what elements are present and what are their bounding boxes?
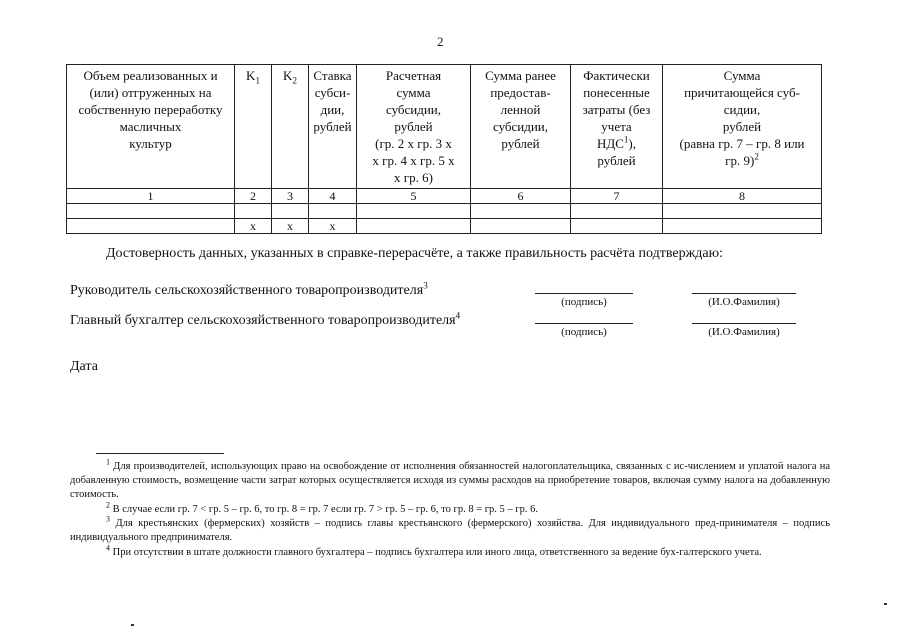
table-cell[interactable] [663, 204, 822, 219]
table-cell[interactable] [67, 219, 235, 234]
column-number: 4 [309, 189, 357, 204]
col-header-actual-costs: Фактически понесенные затраты (без учета НДС$^1$), рублей [571, 65, 663, 189]
scan-speck [131, 624, 134, 626]
table-cell[interactable] [357, 219, 471, 234]
column-number: 7 [571, 189, 663, 204]
table-cell[interactable] [663, 219, 822, 234]
table-header-row [67, 65, 822, 189]
col-header-volume: Объем реализованных и (или) отгруженных на собственную переработку масличных культур [67, 65, 235, 189]
signature-role-head: Руководитель сельскохозяйственного товаропроизводителя$^3$ [70, 280, 428, 298]
table-cell[interactable] [357, 204, 471, 219]
table-cell[interactable] [272, 204, 309, 219]
footnote-4: $^4$ При отсутствии в штате должности главного бухгалтера – подпись бухгалтера или иного лица, ответственного за ведение бух-галтерского учета. [106, 543, 762, 558]
name-label: (И.О.Фамилия) [708, 326, 780, 338]
x-mark: x [309, 219, 357, 234]
column-number: 2 [235, 189, 272, 204]
signature-line-head[interactable] [535, 293, 633, 294]
footnote-1: $^1$ Для производителей, использующих право на освобождение от исполнения обязанностей налогоплательщика, связанных с ис-числением и уплатой налога на добавленную стоимость, возмещение части затрат которых осуществляется исходя из суммы расходов на приобретение товаров, включая сумму налога на добавленную стоимость. [70, 457, 830, 500]
name-line-head[interactable] [692, 293, 796, 294]
footnote-2: $^2$ В случае если гр. 7 < гр. 5 – гр. 6, то гр. 8 = гр. 7 если гр. 7 > гр. 5 – гр. 6, то гр. 8 = гр. 5 – гр. 6. [106, 500, 538, 515]
page-number: 2 [437, 34, 444, 49]
table-cell[interactable] [571, 219, 663, 234]
table-cell[interactable] [571, 204, 663, 219]
name-line-accountant[interactable] [692, 323, 796, 324]
column-number: 1 [67, 189, 235, 204]
col-header-due-sum: Сумма причитающейся суб- сидии, рублей (равна гр. 7 – гр. 8 или гр. 9)$^2$ [663, 65, 822, 189]
column-number: 8 [663, 189, 822, 204]
table-cell[interactable] [471, 204, 571, 219]
name-label: (И.О.Фамилия) [708, 296, 780, 308]
col-header-k2: $K_2$ [272, 65, 309, 189]
column-number: 5 [357, 189, 471, 204]
signature-role-accountant: Главный бухгалтер сельскохозяйственного товаропроизводителя$^4$ [70, 310, 461, 328]
signature-label: (подпись) [561, 326, 607, 338]
table-cell[interactable] [67, 204, 235, 219]
signature-label: (подпись) [561, 296, 607, 308]
footnote-3: $^3$ Для крестьянских (фермерских) хозяйств – подпись главы крестьянского (фермерского) хозяйства. Для индивидуального пред-принимателя – подпись индивидуального предпринимателя. [70, 514, 830, 543]
table-cell[interactable] [235, 204, 272, 219]
date-label: Дата [70, 359, 98, 374]
x-mark: x [272, 219, 309, 234]
confirmation-text: Достоверность данных, указанных в справке-перерасчёте, а также правильность расчёта подтверждаю: [106, 246, 723, 261]
scan-speck [884, 603, 887, 605]
column-number: 3 [272, 189, 309, 204]
column-number: 6 [471, 189, 571, 204]
col-header-k1: $K_1$ [235, 65, 272, 189]
table-total-row [67, 219, 822, 234]
signature-line-accountant[interactable] [535, 323, 633, 324]
x-mark: x [235, 219, 272, 234]
table-row [67, 204, 822, 219]
table-cell[interactable] [471, 219, 571, 234]
col-header-calculated-sum: Расчетная сумма субсидии, рублей (гр. 2 x гр. 3 x x гр. 4 x гр. 5 x x гр. 6) [357, 65, 471, 189]
col-header-previous-sum: Сумма ранее предостав- ленной субсидии, рублей [471, 65, 571, 189]
col-header-rate: Ставка субси- дии, рублей [309, 65, 357, 189]
footnote-divider [96, 453, 224, 454]
table-cell[interactable] [309, 204, 357, 219]
table-number-row [67, 189, 822, 204]
subsidy-calculation-table [66, 64, 822, 234]
